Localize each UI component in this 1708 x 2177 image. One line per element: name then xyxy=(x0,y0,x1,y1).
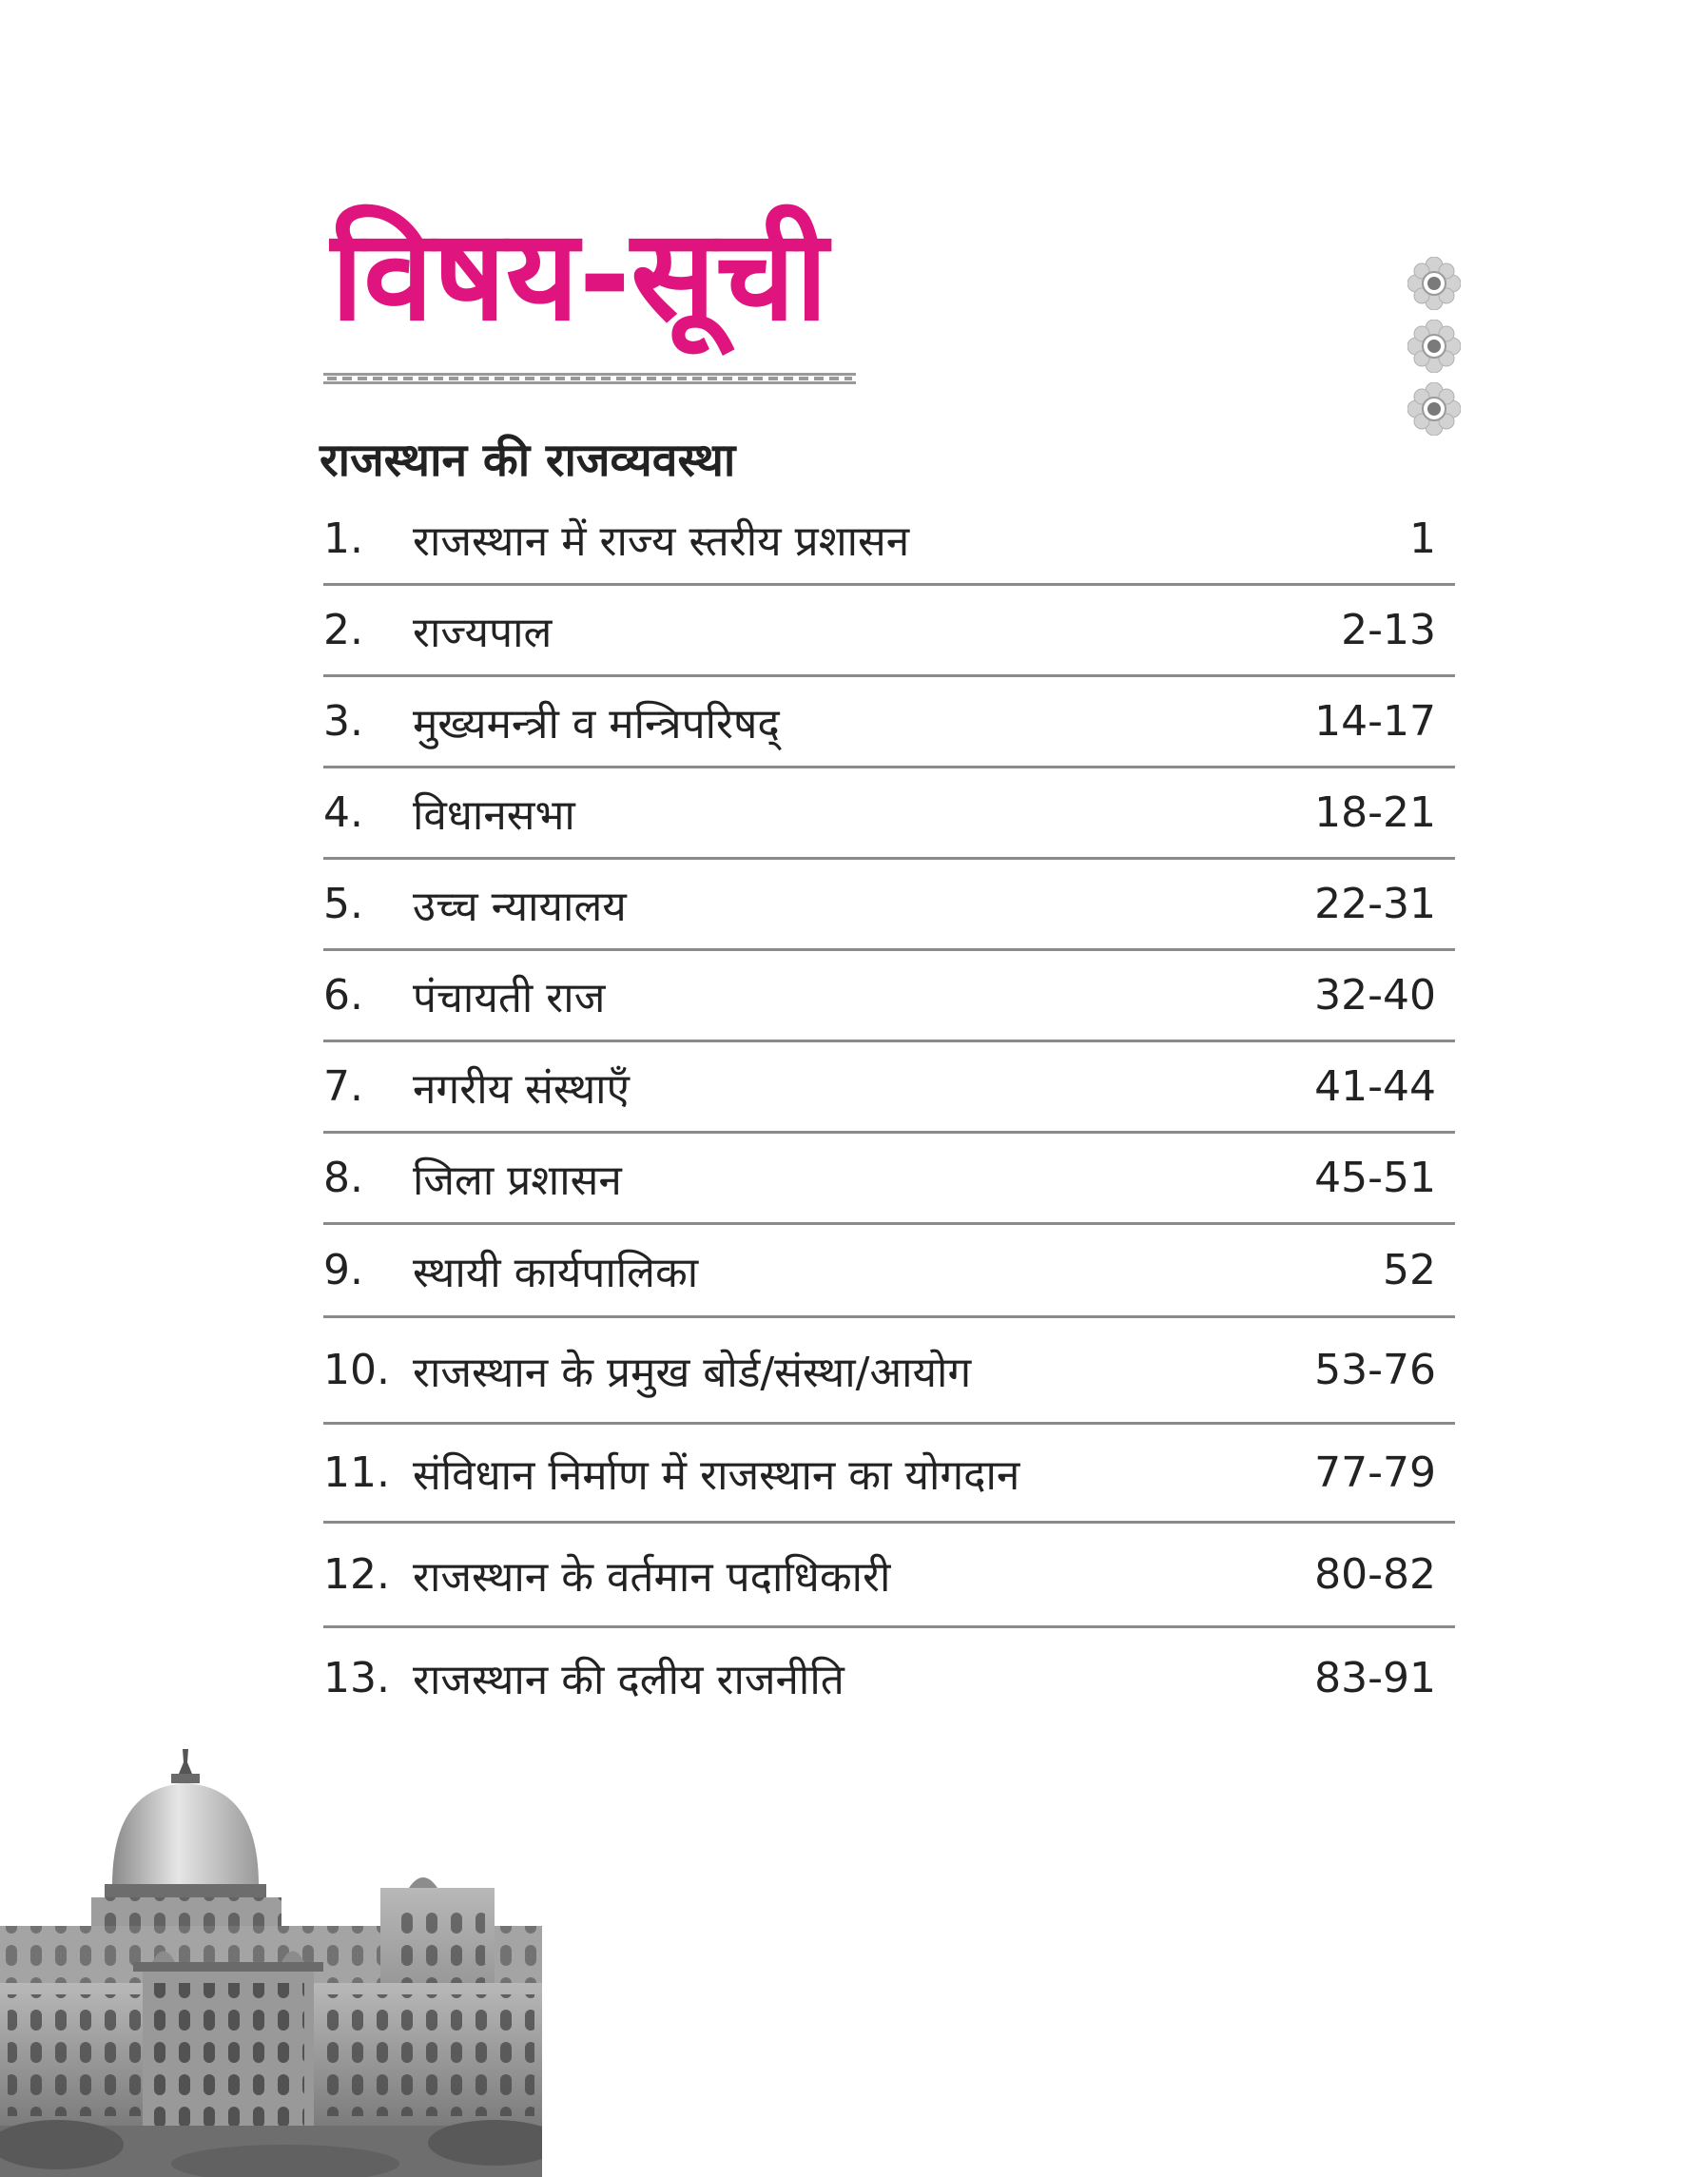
toc-title: राजस्थान की दलीय राजनीति xyxy=(413,1656,844,1704)
toc-title: पंचायती राज xyxy=(413,973,606,1022)
toc-number: 12. xyxy=(323,1550,390,1599)
toc-number: 13. xyxy=(323,1653,390,1702)
toc-page-range: 83-91 xyxy=(1314,1653,1436,1702)
flower-ornament-icon xyxy=(1407,257,1461,310)
toc-number: 9. xyxy=(323,1246,363,1294)
toc-title: संविधान निर्माण में राजस्थान का योगदान xyxy=(413,1450,1020,1500)
toc-page-range: 14-17 xyxy=(1314,697,1436,746)
toc-title: जिला प्रशासन xyxy=(413,1156,622,1205)
toc-page-range: 45-51 xyxy=(1314,1154,1436,1202)
toc-row[interactable] xyxy=(323,1042,1455,1134)
toc-title: स्थायी कार्यपालिका xyxy=(413,1248,699,1297)
toc-row[interactable] xyxy=(323,677,1455,768)
toc-row[interactable] xyxy=(323,1318,1455,1425)
toc-title: राजस्थान के प्रमुख बोर्ड/संस्था/आयोग xyxy=(413,1348,972,1397)
toc-number: 10. xyxy=(323,1346,390,1394)
toc-title: मुख्यमन्त्री व मन्त्रिपरिषद् xyxy=(413,699,780,748)
toc-page-range: 52 xyxy=(1383,1246,1436,1294)
toc-page-range: 77-79 xyxy=(1314,1448,1436,1497)
assembly-building-photo xyxy=(0,1745,542,2177)
toc-row[interactable] xyxy=(323,1134,1455,1225)
toc-number: 8. xyxy=(323,1154,363,1202)
toc-list xyxy=(323,495,1455,1727)
toc-page-range: 1 xyxy=(1409,515,1436,563)
toc-number: 6. xyxy=(323,971,363,1020)
toc-number: 2. xyxy=(323,606,363,654)
flower-ornament-icon xyxy=(1407,320,1461,373)
title-underline-divider xyxy=(323,373,856,384)
toc-title: राज्यपाल xyxy=(413,608,553,657)
toc-row[interactable] xyxy=(323,495,1455,586)
toc-page-range: 41-44 xyxy=(1314,1062,1436,1111)
toc-number: 5. xyxy=(323,880,363,928)
toc-title: राजस्थान के वर्तमान पदाधिकारी xyxy=(413,1552,891,1602)
flower-ornament-icon xyxy=(1407,382,1461,436)
toc-row[interactable] xyxy=(323,1524,1455,1628)
toc-row[interactable] xyxy=(323,1425,1455,1524)
toc-title: नगरीय संस्थाएँ xyxy=(413,1064,630,1114)
page-title: विषय-सूची xyxy=(331,203,828,349)
toc-page-range: 2-13 xyxy=(1341,606,1436,654)
toc-number: 7. xyxy=(323,1062,363,1111)
toc-row[interactable] xyxy=(323,586,1455,677)
toc-number: 4. xyxy=(323,788,363,837)
toc-row[interactable] xyxy=(323,860,1455,951)
toc-page-range: 53-76 xyxy=(1314,1346,1436,1394)
toc-page-range: 32-40 xyxy=(1314,971,1436,1020)
toc-page-range: 18-21 xyxy=(1314,788,1436,837)
section-heading: राजस्थान की राजव्यवस्था xyxy=(320,434,736,487)
toc-row[interactable] xyxy=(323,1628,1455,1727)
toc-number: 3. xyxy=(323,697,363,746)
ornament-column xyxy=(1407,257,1461,437)
toc-number: 1. xyxy=(323,515,363,563)
toc-number: 11. xyxy=(323,1448,390,1497)
toc-title: विधानसभा xyxy=(413,790,575,840)
toc-title: उच्च न्यायालय xyxy=(413,882,627,931)
toc-page-range: 80-82 xyxy=(1314,1550,1436,1599)
toc-page-range: 22-31 xyxy=(1314,880,1436,928)
toc-row[interactable] xyxy=(323,951,1455,1042)
toc-row[interactable] xyxy=(323,768,1455,860)
toc-row[interactable] xyxy=(323,1225,1455,1318)
toc-title: राजस्थान में राज्य स्तरीय प्रशासन xyxy=(413,516,910,566)
